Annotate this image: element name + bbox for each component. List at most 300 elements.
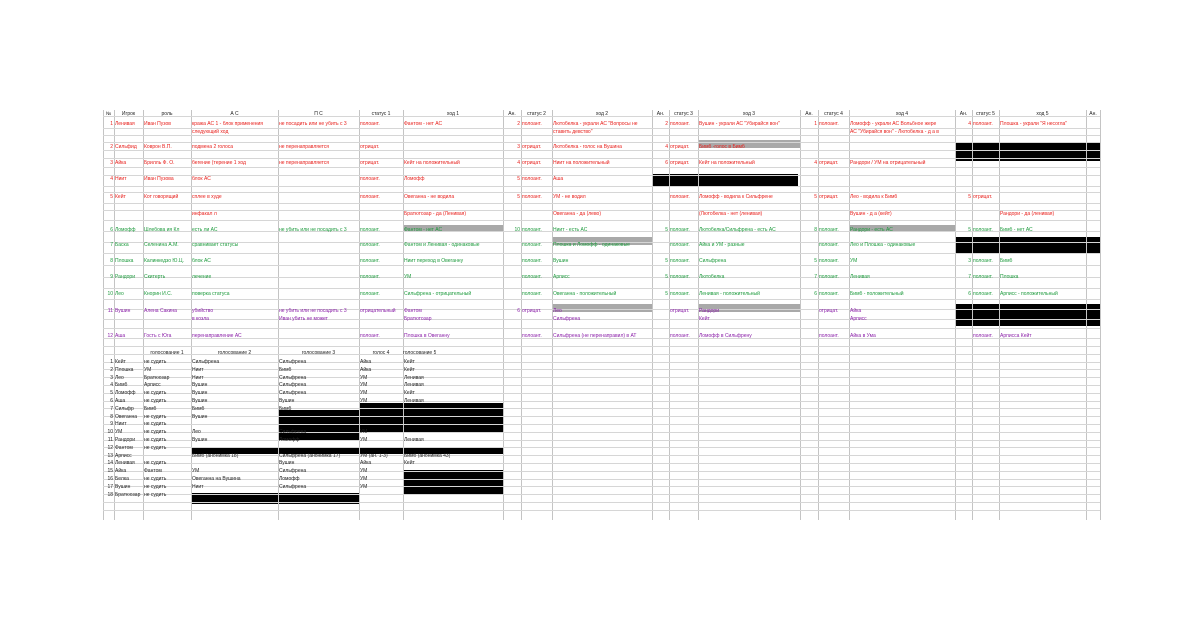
table-cell: Ниит на положительный	[553, 160, 610, 166]
table-cell: полоант.	[360, 176, 380, 182]
table-cell: АС "Убирайся вон" - Лютобелка - д а в	[850, 129, 939, 135]
vote-cell: не судить	[144, 460, 167, 466]
grid-vline	[503, 110, 504, 520]
grid-vline	[999, 110, 1000, 520]
table-cell: Айка и УМ - разные	[699, 242, 745, 248]
vote-cell: не судить	[144, 359, 167, 365]
table-cell: 10	[107, 291, 113, 297]
table-cell: полоант.	[360, 291, 380, 297]
table-cell: Братютозар - да (Ленивая)	[404, 211, 467, 217]
vote-cell: Вушин	[279, 398, 295, 404]
table-cell: Овеганна - положительный	[553, 291, 617, 297]
table-cell: Аша	[115, 333, 126, 339]
table-cell: кража АС 1 - блок применения	[192, 121, 263, 127]
table-cell: Айка	[850, 308, 862, 314]
table-cell: отрицат.	[819, 194, 839, 200]
table-cell: 2	[110, 144, 113, 150]
table-cell: ставить девство"	[553, 129, 593, 135]
table-cell: 10	[514, 227, 520, 233]
table-cell: полоант.	[973, 258, 993, 264]
table-cell: блок АС	[192, 176, 211, 182]
table-cell: Кейт	[699, 316, 710, 322]
grid-hline	[103, 288, 1100, 289]
grid-hline	[103, 265, 1100, 266]
grid-vline	[818, 110, 819, 520]
table-cell: полоант.	[360, 242, 380, 248]
table-cell: 1	[110, 121, 113, 127]
vote-row-number: 5	[110, 390, 113, 396]
vote-cell: Ленивая	[404, 382, 424, 388]
grid-vline	[972, 110, 973, 520]
table-cell: 6	[517, 308, 520, 314]
vote-row-number: 4	[110, 382, 113, 388]
column-header: статус 5	[976, 111, 995, 117]
table-cell: Лео	[115, 291, 124, 297]
vote-player-name: УМ	[115, 429, 123, 435]
grid-vline	[669, 110, 670, 520]
table-cell: полоант.	[522, 227, 542, 233]
table-cell: Айка в Ума	[850, 333, 876, 339]
table-cell: Овеганна - не водила	[404, 194, 455, 200]
table-cell: полоант.	[360, 333, 380, 339]
vote-cell: Ниит	[192, 367, 204, 373]
vote-cell: не судить	[144, 414, 167, 420]
grid-vline	[143, 110, 144, 520]
column-header: статус 4	[824, 111, 843, 117]
table-cell: полоант.	[360, 194, 380, 200]
table-cell: 1	[814, 121, 817, 127]
table-cell: УМ - не водил	[553, 194, 586, 200]
vote-cell: Кейт	[404, 390, 415, 396]
black-fill	[403, 470, 503, 494]
table-cell: следующий ход	[192, 129, 229, 135]
table-cell: 6	[814, 291, 817, 297]
black-fill	[955, 237, 1100, 253]
table-cell: Ленивая - положительный	[699, 291, 760, 297]
table-cell: полоант.	[819, 274, 839, 280]
table-cell: (Лютобелка - нет (ленивая)	[699, 211, 763, 217]
table-cell: полоант.	[973, 291, 993, 297]
table-cell: 7	[110, 242, 113, 248]
vote-cell: Ниит	[192, 375, 204, 381]
table-cell: 11	[107, 308, 113, 314]
table-cell: Скитерть	[144, 274, 166, 280]
column-header: Ан.	[805, 111, 813, 117]
table-cell: отрицат.	[522, 308, 542, 314]
grid-hline	[103, 328, 1100, 329]
table-cell: полоант.	[360, 274, 380, 280]
table-cell: Фантом	[404, 308, 422, 314]
vote-cell: УМ (ан. 1-3)	[360, 453, 388, 459]
vote-cell: Бимб (анонимка 43)	[404, 453, 451, 459]
vote-cell: Сильфрена	[279, 382, 307, 388]
table-cell: сравнивает статусы	[192, 242, 239, 248]
table-cell: полоант.	[973, 274, 993, 280]
vote-cell: УМ	[360, 382, 368, 388]
vote-cell: Вушин	[192, 414, 208, 420]
table-cell: полоант.	[522, 242, 542, 248]
table-cell: Рандори	[699, 308, 719, 314]
vote-row-number: 17	[107, 484, 113, 490]
table-cell: Фантом - нет АС	[404, 121, 443, 127]
table-cell: 5	[665, 274, 668, 280]
black-fill	[955, 304, 1100, 326]
grid-vline	[521, 110, 522, 520]
vote-row-number: 3	[110, 375, 113, 381]
table-cell: поверка статуса	[192, 291, 230, 297]
vote-cell: Айка	[360, 367, 372, 373]
table-cell: полоант.	[360, 258, 380, 264]
grid-vline	[849, 110, 850, 520]
table-cell: Плошка	[1000, 274, 1019, 280]
grid-vline	[652, 110, 653, 520]
vote-cell: не судить	[144, 429, 167, 435]
table-cell: Бимб -голос в Бимб	[699, 144, 745, 150]
table-cell: Сильфид	[115, 144, 137, 150]
grid-hline	[103, 346, 1100, 347]
grid-vline	[552, 110, 553, 520]
table-cell: Иван Пузова	[144, 176, 174, 182]
grid-hline	[103, 424, 1100, 425]
table-cell: отрицат.	[670, 160, 690, 166]
table-cell: Арписс	[553, 274, 570, 280]
vote-cell: Ленивая	[404, 437, 424, 443]
vote-cell: Сильфрена	[279, 359, 307, 365]
table-cell: 3	[968, 258, 971, 264]
grid-hline	[103, 158, 1100, 159]
column-header: Ан.	[959, 111, 968, 117]
table-cell: Вушин - д а (кейт)	[850, 211, 892, 217]
table-cell: Бимб - нет АС	[1000, 227, 1033, 233]
table-cell: полоант.	[670, 258, 690, 264]
table-cell: Арписса Кейт	[1000, 333, 1032, 339]
table-cell: убийство	[192, 308, 214, 314]
vote-player-name: Бимб	[115, 382, 128, 388]
vote-cell: Ниит	[192, 484, 204, 490]
table-cell: не убить или не посадить с 3	[279, 227, 347, 233]
grid-hline	[103, 150, 1100, 151]
table-cell: 2	[517, 121, 520, 127]
table-cell: Ниит	[115, 176, 127, 182]
grid-hline	[103, 463, 1100, 464]
grid-vline	[800, 110, 801, 520]
vote-row-number: 10	[107, 429, 113, 435]
table-cell: Ленивая	[850, 274, 870, 280]
table-cell: блок АС	[192, 258, 211, 264]
table-cell: полоант.	[522, 291, 542, 297]
table-cell: отрицат.	[522, 160, 542, 166]
table-cell: Алена Сакина	[144, 308, 177, 314]
table-cell: Баска	[115, 242, 129, 248]
vote-player-name: Плошка	[115, 367, 134, 373]
table-cell: 9	[110, 274, 113, 280]
vote-cell: Бимб	[279, 406, 292, 412]
table-cell: подмена 2 голоса	[192, 144, 234, 150]
vote-cell: не судить	[144, 445, 167, 451]
vote-cell: Бимб (анонимка 18)	[192, 453, 239, 459]
table-cell: 3	[110, 160, 113, 166]
table-cell: Лютобелка - голос на Вушина	[553, 144, 622, 150]
table-cell: 4	[517, 160, 520, 166]
grid-vline	[955, 110, 956, 520]
vote-cell: Арписс	[144, 382, 161, 388]
table-cell: отрицат.	[819, 160, 839, 166]
vote-cell: Кейт	[404, 460, 415, 466]
grid-hline	[103, 186, 1100, 187]
vote-cell: Сильфрена	[279, 468, 307, 474]
table-cell: Плошка - украли "Я несогла"	[1000, 121, 1068, 127]
table-cell: Ломофф в Сильфрену	[699, 333, 752, 339]
table-cell: отрицат.	[973, 194, 993, 200]
vote-cell: не судить	[144, 492, 167, 498]
table-cell: полоант.	[522, 121, 542, 127]
table-cell: Лео	[553, 308, 562, 314]
table-cell: отрицат.	[360, 144, 380, 150]
table-cell: УМ	[404, 274, 412, 280]
table-cell: Иван убить не может	[279, 316, 328, 322]
table-cell: полоант.	[522, 274, 542, 280]
table-cell: 7	[968, 274, 971, 280]
column-header: ход 4	[895, 111, 909, 117]
column-header: ход 3	[742, 111, 756, 117]
table-cell: полоант.	[819, 258, 839, 264]
table-cell: полоант.	[670, 274, 690, 280]
column-header: Игрок	[121, 111, 136, 117]
vote-cell: не судить	[144, 437, 167, 443]
column-header: П С	[314, 111, 323, 117]
table-cell: 5	[517, 194, 520, 200]
table-cell: Аша	[553, 176, 564, 182]
table-cell: отрицат.	[670, 308, 690, 314]
table-cell: 3	[517, 144, 520, 150]
table-cell: Сильфрена	[553, 316, 581, 322]
vote-row-number: 18	[107, 492, 113, 498]
vote-cell: УМ	[192, 468, 200, 474]
table-cell: полоант.	[819, 227, 839, 233]
vote-cell: не судить	[144, 390, 167, 396]
vote-column-header: голосование 1	[150, 350, 184, 356]
table-cell: 5	[814, 258, 817, 264]
vote-row-number: 6	[110, 398, 113, 404]
vote-player-name: Арписс	[115, 453, 132, 459]
table-cell: Брилль Ф. О.	[144, 160, 175, 166]
vote-cell: не судить	[144, 484, 167, 490]
table-cell: 6	[110, 227, 113, 233]
table-cell: полоант.	[522, 333, 542, 339]
vote-column-header: голосование 3	[301, 350, 336, 356]
column-header: статус 2	[527, 111, 546, 117]
vote-column-header: голосование 2	[217, 350, 252, 356]
table-cell: Рандори	[115, 274, 135, 280]
column-header: Ан.	[656, 111, 665, 117]
table-cell: Ниит переход в Овеганну	[404, 258, 464, 264]
vote-cell: Вушин	[192, 437, 208, 443]
table-cell: 4	[665, 144, 668, 150]
table-cell: инфакал л	[192, 211, 217, 217]
vote-cell: УМ	[360, 390, 368, 396]
table-cell: отрицат.	[522, 144, 542, 150]
vote-player-name: Братюозар	[115, 492, 141, 498]
column-header: Ан.	[1089, 111, 1097, 117]
vote-cell: Вушин	[192, 382, 208, 388]
table-cell: Сильфрена	[699, 258, 727, 264]
table-cell: Коврон В.П.	[144, 144, 172, 150]
vote-row-number: 11	[107, 437, 113, 443]
table-cell: отрицат.	[819, 308, 839, 314]
vote-player-name: Белка	[115, 476, 129, 482]
table-cell: Фантом и Ленивая - одинаковые	[404, 242, 480, 248]
table-cell: Бимб	[1000, 258, 1013, 264]
vote-cell: не судить	[144, 398, 167, 404]
table-cell: полоант.	[522, 176, 542, 182]
table-cell: Рандори - да (ленивая)	[1000, 211, 1055, 217]
table-cell: не убить или не посадить с 3	[279, 308, 347, 314]
vote-cell: Сильфрена (анонимка 17)	[279, 453, 341, 459]
vote-player-name: Ниит	[115, 421, 127, 427]
vote-row-number: 7	[110, 406, 113, 412]
column-header: ход 2	[595, 111, 609, 117]
table-cell: 2	[665, 121, 668, 127]
column-header: статус 1	[371, 111, 391, 117]
table-cell: полоант.	[670, 333, 690, 339]
table-cell: Лео - водила к Бимб	[850, 194, 898, 200]
table-cell: Айка	[115, 160, 127, 166]
vote-cell: УМ	[360, 437, 368, 443]
table-cell: Арписс	[850, 316, 867, 322]
table-cell: Ломофф - украли АС Вольбное жере	[850, 121, 937, 127]
table-cell: Гость с Юга	[144, 333, 172, 339]
table-cell: Шлебова ия Кл	[144, 227, 180, 233]
vote-cell: Сильфрена	[192, 359, 220, 365]
vote-cell: Бимб	[144, 406, 157, 412]
vote-row-number: 2	[110, 367, 113, 373]
table-cell: не перенаправляется	[279, 144, 330, 150]
table-cell: полоант.	[522, 194, 542, 200]
column-header: Ан.	[508, 111, 516, 117]
table-cell: полоант.	[670, 227, 690, 233]
table-cell: есть ли АС	[192, 227, 218, 233]
vote-player-name: Айка	[115, 468, 127, 474]
table-cell: 5	[968, 194, 971, 200]
table-cell: лечение	[192, 274, 212, 280]
vote-cell: Братюозар	[144, 375, 170, 381]
table-cell: полоант.	[973, 121, 993, 127]
table-cell: полоант.	[819, 121, 839, 127]
vote-cell: Вушин	[279, 460, 295, 466]
table-cell: бегение (терение 1 ход	[192, 160, 246, 166]
table-cell: 5	[968, 227, 971, 233]
vote-cell: Кейт	[404, 367, 415, 373]
vote-player-name: Рандори	[115, 437, 135, 443]
vote-row-number: 16	[107, 476, 113, 482]
vote-row-number: 9	[110, 421, 113, 427]
vote-cell: Сильфрена	[279, 375, 307, 381]
vote-row-number: 14	[107, 460, 113, 466]
vote-player-name: Фантом	[115, 445, 133, 451]
table-cell: Лео и Плошка - одинаковые	[850, 242, 916, 248]
table-cell: 5	[814, 194, 817, 200]
vote-player-name: Вушин	[115, 484, 131, 490]
grid-hline	[103, 510, 1100, 511]
table-cell: Кейт	[115, 194, 126, 200]
vote-cell: Сильфрена	[279, 484, 307, 490]
table-cell: Братютозар	[404, 316, 432, 322]
vote-cell: Бимб	[279, 367, 292, 373]
table-cell: полоант.	[670, 194, 690, 200]
vote-cell: Вушин	[192, 390, 208, 396]
table-cell: Кейт на положительный	[699, 160, 755, 166]
table-cell: в козла	[192, 316, 209, 322]
table-cell: Бимб - положительный	[850, 291, 904, 297]
table-cell: Фантом - нет АС	[404, 227, 443, 233]
vote-cell: УМ	[360, 476, 368, 482]
table-cell: 12	[107, 333, 113, 339]
table-cell: полоант.	[670, 291, 690, 297]
table-cell: 6	[968, 291, 971, 297]
table-cell: Ниит - есть АС	[553, 227, 588, 233]
vote-column-header: голос 4	[372, 350, 390, 356]
vote-cell: не судить	[144, 476, 167, 482]
vote-cell: Ленивая	[404, 398, 424, 404]
grid-hline	[103, 203, 1100, 204]
vote-cell: Айка	[360, 359, 372, 365]
table-cell: Рандори / УМ на отрицательный	[850, 160, 926, 166]
table-cell: перенаправление АС	[192, 333, 242, 339]
vote-cell: не судить	[144, 421, 167, 427]
vote-cell: УМ	[144, 367, 152, 373]
table-cell: Лютобелка	[699, 274, 725, 280]
table-cell: полоант.	[819, 333, 839, 339]
table-cell: Кот говорящий	[144, 194, 179, 200]
table-cell: 5	[665, 258, 668, 264]
table-cell: Вушин	[115, 308, 131, 314]
table-cell: полоант.	[360, 227, 380, 233]
table-cell: Ломофф	[115, 227, 136, 233]
column-header: А С	[230, 111, 239, 117]
vote-row-number: 13	[107, 453, 113, 459]
table-cell: УМ	[850, 258, 858, 264]
vote-player-name: Ленивая	[115, 460, 135, 466]
vote-cell: Вушин	[192, 398, 208, 404]
table-cell: сплее в худе	[192, 194, 222, 200]
grid-hline	[103, 220, 1100, 221]
table-cell: Селенина А.М.	[144, 242, 179, 248]
table-cell: Сильфрена (не перенаправил) в АТ	[553, 333, 637, 339]
table-cell: 8	[110, 258, 113, 264]
vote-player-name: Лео	[115, 375, 124, 381]
table-cell: не посадить или не убить с 3	[279, 121, 347, 127]
table-cell: Арписс - положительный	[1000, 291, 1058, 297]
vote-player-name: Ломофф	[115, 390, 136, 396]
table-cell: 5	[665, 227, 668, 233]
vote-cell: Фантом	[144, 468, 162, 474]
vote-player-name: Аша	[115, 398, 126, 404]
table-cell: полоант.	[819, 291, 839, 297]
grid-hline	[103, 135, 1100, 136]
grid-vline	[1100, 110, 1101, 520]
table-cell: Калинкедзо Ю.Ц.	[144, 258, 184, 264]
table-cell: Кнорин И.С.	[144, 291, 173, 297]
table-cell: Плошка	[115, 258, 134, 264]
table-cell: 4	[968, 121, 971, 127]
table-cell: Овеганна - да (лево)	[553, 211, 602, 217]
vote-player-name: Кейт	[115, 359, 126, 365]
vote-cell: Ломофф	[279, 476, 300, 482]
vote-cell: Айка	[360, 460, 372, 466]
column-header: ход 5	[1036, 111, 1049, 117]
table-cell: Ломофф - водила к Сильфрене	[699, 194, 773, 200]
table-cell: 5	[110, 194, 113, 200]
